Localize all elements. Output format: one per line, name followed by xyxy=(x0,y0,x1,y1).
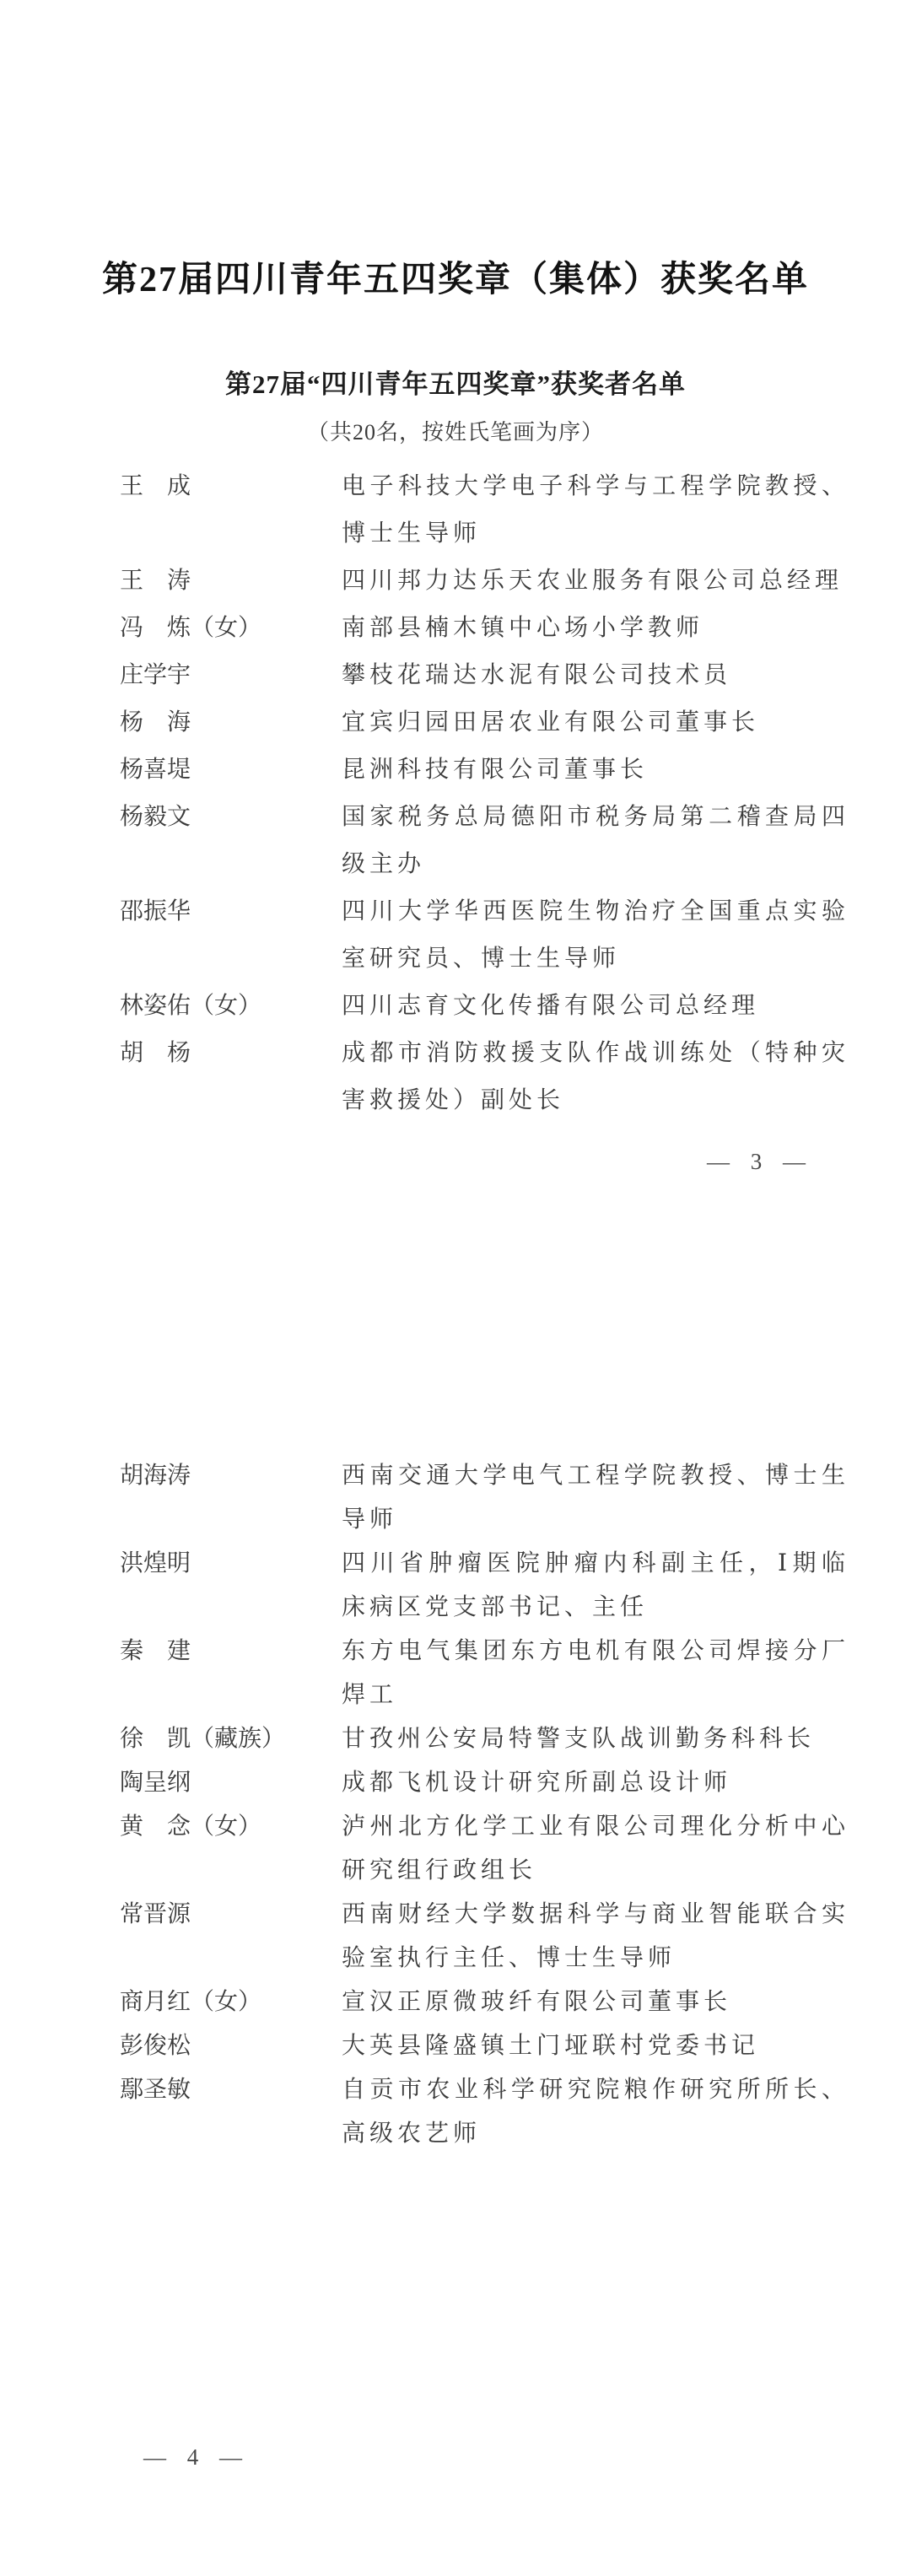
award-entry xyxy=(120,2068,862,2156)
awardee-name: 胡 杨 xyxy=(120,1040,191,1066)
page-number: — 4 — xyxy=(143,2444,250,2470)
award-entry xyxy=(120,699,862,746)
awardee-description: 四川邦力达乐天农业服务有限公司总经理 xyxy=(342,568,844,594)
awardee-name: 鄢圣敏 xyxy=(120,2077,191,2103)
awardee-name: 彭俊松 xyxy=(120,2033,191,2059)
awardee-description: 西南交通大学电气工程学院教授、博士生导师 xyxy=(342,1463,849,1533)
awardee-description: 自贡市农业科学研究院粮作研究所所长、高级农艺师 xyxy=(342,2077,849,2147)
awardee-name: 洪煌明 xyxy=(120,1550,191,1576)
awardee-name: 王 成 xyxy=(120,473,191,499)
awardee-description: 大英县隆盛镇土门垭联村党委书记 xyxy=(342,2033,760,2059)
award-entry xyxy=(120,794,862,888)
awardee-name: 常晋源 xyxy=(120,1901,191,1927)
award-entry xyxy=(120,463,862,558)
awardee-description: 成都市消防救援支队作战训练处（特种灾害救援处）副处长 xyxy=(342,1040,849,1113)
award-entry xyxy=(120,2024,862,2068)
awardee-name: 杨毅文 xyxy=(120,804,191,830)
awardee-name: 胡海涛 xyxy=(120,1463,191,1489)
awardee-description: 宜宾归园田居农业有限公司董事长 xyxy=(342,709,760,736)
awardee-name: 陶呈纲 xyxy=(120,1770,191,1796)
awardee-name: 庄学宇 xyxy=(120,662,191,688)
awardee-name: 商月红（女） xyxy=(120,1989,262,2015)
section-title: 第27届“四川青年五四奖章”获奖者名单 xyxy=(225,369,686,399)
awardee-description: 昆洲科技有限公司董事长 xyxy=(342,757,649,783)
awardee-name: 杨 海 xyxy=(120,709,191,736)
awardee-name: 冯 炼（女） xyxy=(120,615,262,641)
award-entry xyxy=(120,1542,862,1630)
award-entry xyxy=(120,1717,862,1761)
awardee-description: 攀枝花瑞达水泥有限公司技术员 xyxy=(342,662,732,688)
award-list-page4 xyxy=(120,1454,862,2156)
awardee-description: 电子科技大学电子科学与工程学院教授、博士生导师 xyxy=(342,473,849,547)
award-entry xyxy=(120,1761,862,1805)
award-entry xyxy=(120,1454,862,1542)
awardee-description: 四川省肿瘤医院肿瘤内科副主任，Ⅰ期临床病区党支部书记、主任 xyxy=(342,1550,849,1620)
award-entry xyxy=(120,558,862,605)
awardee-description: 四川志育文化传播有限公司总经理 xyxy=(342,993,760,1019)
awardee-name: 邵振华 xyxy=(120,898,191,924)
award-entry xyxy=(120,605,862,652)
award-entry xyxy=(120,983,862,1030)
awardee-description: 国家税务总局德阳市税务局第二稽查局四级主办 xyxy=(342,804,849,877)
award-entry xyxy=(120,1630,862,1717)
awardee-description: 东方电气集团东方电机有限公司焊接分厂焊工 xyxy=(342,1638,849,1708)
awardee-name: 王 涛 xyxy=(120,568,191,594)
awardee-description: 泸州北方化学工业有限公司理化分析中心研究组行政组长 xyxy=(342,1813,849,1883)
awardee-name: 林姿佑（女） xyxy=(120,993,262,1019)
award-entry xyxy=(120,1981,862,2024)
awardee-name: 徐 凯（藏族） xyxy=(120,1726,286,1752)
award-list-page3 xyxy=(120,463,862,1124)
award-entry xyxy=(120,652,862,699)
main-title: 第27届四川青年五四奖章（集体）获奖名单 xyxy=(101,261,809,299)
award-entry xyxy=(120,1893,862,1981)
awardee-description: 宣汉正原微玻纤有限公司董事长 xyxy=(342,1989,732,2015)
awardee-description: 成都飞机设计研究所副总设计师 xyxy=(342,1770,732,1796)
award-entry xyxy=(120,1805,862,1893)
awardee-name: 杨喜堤 xyxy=(120,757,191,783)
awardee-description: 甘孜州公安局特警支队战训勤务科科长 xyxy=(342,1726,816,1752)
awardee-description: 西南财经大学数据科学与商业智能联合实验室执行主任、博士生导师 xyxy=(342,1901,849,1971)
awardee-name: 秦 建 xyxy=(120,1638,191,1664)
awardee-name: 黄 念（女） xyxy=(120,1813,262,1840)
award-entry xyxy=(120,746,862,794)
awardee-description: 四川大学华西医院生物治疗全国重点实验室研究员、博士生导师 xyxy=(342,898,849,972)
award-entry xyxy=(120,888,862,983)
award-entry xyxy=(120,1030,862,1124)
page-number: — 3 — xyxy=(707,1149,813,1174)
awardee-description: 南部县楠木镇中心场小学教师 xyxy=(342,615,704,641)
list-note: （共20名，按姓氏笔画为序） xyxy=(306,420,604,445)
